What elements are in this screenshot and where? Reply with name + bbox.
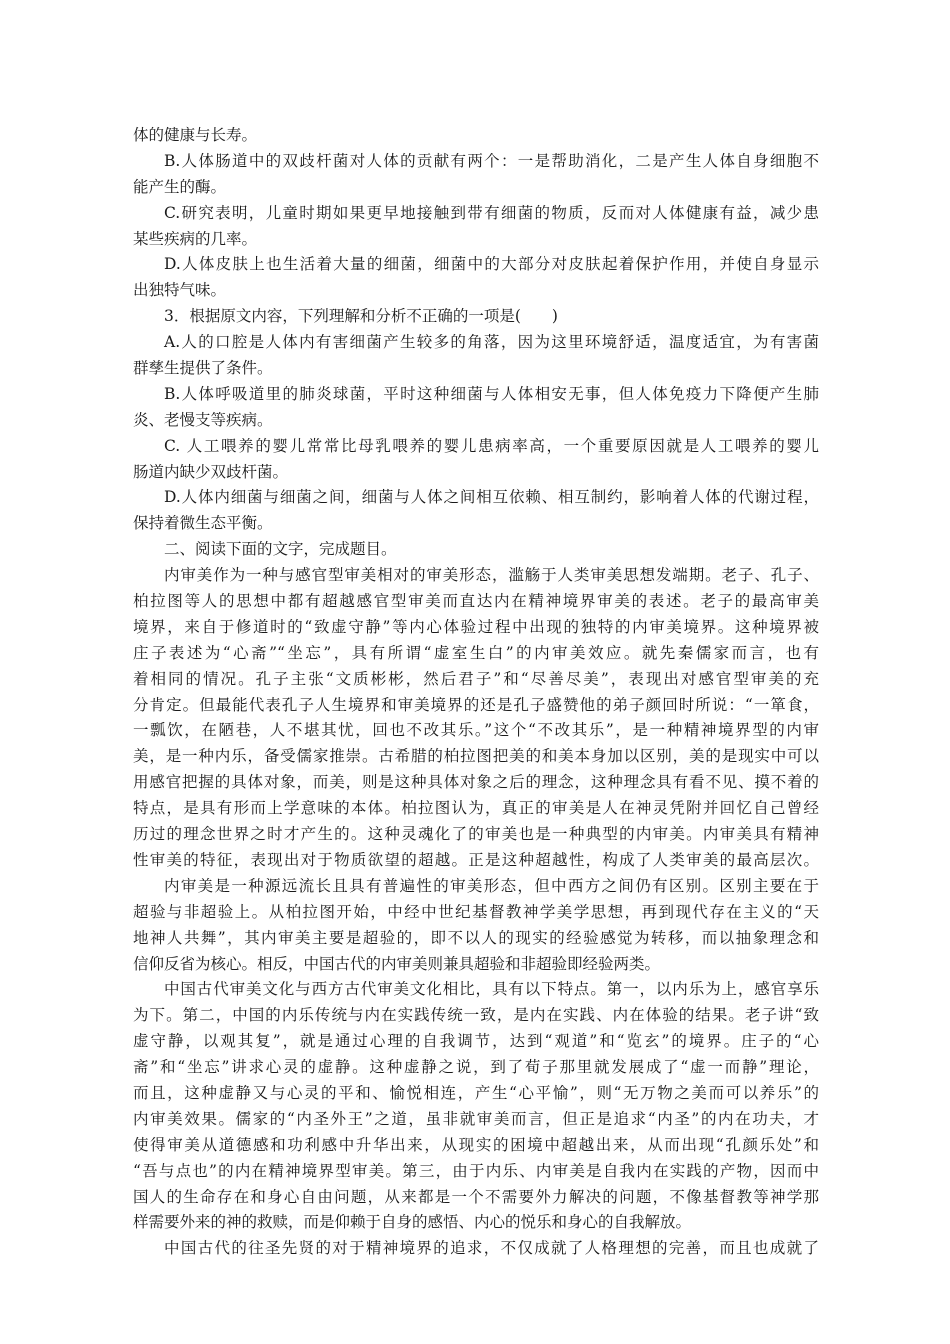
- text-line: 3．根据原文内容，下列理解和分析不正确的一项是( ): [164, 307, 558, 326]
- text-line: 内审美作为一种与感官型审美相对的审美形态，滥觞于人类审美思想发端期。老子、孔子、: [164, 566, 819, 585]
- text-line: 内审美效果。儒家的“内圣外王”之道，虽非就审美而言，但正是追求“内圣”的内在功夫，才: [133, 1109, 819, 1128]
- text-line: 用感官把握的具体对象，而美，则是这种具体对象之后的理念，这种理念具有看不见、摸不着的: [133, 773, 819, 792]
- text-line: 历过的理念世界之时才产生的。这种灵魂化了的审美也是一种典型的内审美。内审美具有精神: [133, 825, 819, 844]
- text-line: 斋”和“坐忘”讲求心灵的虚静。这种虚静之说，到了荀子那里就发展成了“虚一而静”理论，: [133, 1058, 819, 1077]
- text-line: 二、阅读下面的文字，完成题目。: [164, 540, 397, 559]
- text-line: 中国古代的往圣先贤的对于精神境界的追求，不仅成就了人格理想的完善，而且也成就了: [164, 1239, 819, 1258]
- text-line: 样需要外来的神的救赎，而是仰赖于自身的感悟、内心的悦乐和身心的自我解放。: [133, 1213, 692, 1232]
- text-line: 着相同的情况。孔子主张“文质彬彬，然后君子”和“尽善尽美”，表现出对感官型审美的充: [133, 669, 819, 688]
- text-line: 群孳生提供了条件。: [133, 359, 273, 378]
- text-line: B.人体肠道中的双歧杆菌对人体的贡献有两个：一是帮助消化，二是产生人体自身细胞不: [164, 151, 819, 170]
- text-line: 信仰反省为核心。相反，中国古代的内审美则兼具超验和非超验即经验两类。: [133, 954, 661, 973]
- text-line: A.人的口腔是人体内有害细菌产生较多的角落，因为这里环境舒适，温度适宜，为有害菌: [164, 333, 819, 352]
- text-line: 柏拉图等人的思想中都有超越感官型审美而直达内在精神境界审美的表述。老子的最高审美: [133, 592, 819, 611]
- text-line: 地神人共舞”，其内审美主要是超验的，即不以人的现实的经验感觉为转移，而以抽象理念和: [133, 928, 819, 947]
- text-line: C.研究表明，儿童时期如果更早地接触到带有细菌的物质，反而对人体健康有益，减少患: [164, 203, 819, 222]
- document-page: [133, 123, 819, 1262]
- text-line: 境界，来自于修道时的“致虚守静”等内心体验过程中出现的独特的内审美境界。这种境界被: [133, 617, 819, 636]
- text-line: 出独特气味。: [133, 281, 227, 300]
- text-line: 肠道内缺少双歧杆菌。: [133, 462, 289, 481]
- text-line: 内审美是一种源远流长且具有普遍性的审美形态，但中西方之间仍有区别。区别主要在于: [164, 876, 819, 895]
- text-line: 分肯定。但最能代表孔子人生境界和审美境界的还是孔子盛赞他的弟子颜回时所说：“一箪食，: [133, 695, 819, 714]
- text-line: D.人体内细菌与细菌之间，细菌与人体之间相互依赖、相互制约，影响着人体的代谢过程，: [164, 488, 819, 507]
- text-line: 某些疾病的几率。: [133, 229, 258, 248]
- text-line: 能产生的酶。: [133, 177, 227, 196]
- text-line: 体的健康与长寿。: [133, 126, 258, 144]
- text-line: 使得审美从道德感和功利感中升华出来，从现实的困境中超越出来，从而出现“孔颜乐处”和: [133, 1135, 819, 1154]
- text-line: 炎、老慢支等疾病。: [133, 410, 273, 429]
- text-line: B.人体呼吸道里的肺炎球菌，平时这种细菌与人体相安无事，但人体免疫力下降便产生肺: [164, 384, 819, 403]
- text-line: 庄子表述为“心斋”“坐忘”，具有所谓“虚室生白”的内审美效应。就先秦儒家而言，也有: [133, 643, 819, 662]
- text-line: 一瓢饮，在陋巷，人不堪其忧，回也不改其乐。”这个“不改其乐”，是一种精神境界型的内审: [133, 721, 819, 740]
- text-line: 国人的生命存在和身心自由问题，从来都是一个不需要外力解决的问题，不像基督教等神学那: [133, 1187, 819, 1206]
- text-line: 美，是一种内乐，备受儒家推崇。古希腊的柏拉图把美的和美本身加以区别，美的是现实中可以: [133, 747, 819, 766]
- text-line: 而且，这种虚静又与心灵的平和、愉悦相连，产生“心平愉”，则“无万物之美而可以养乐”的: [133, 1083, 819, 1102]
- text-line: C. 人工喂养的婴儿常常比母乳喂养的婴儿患病率高，一个重要原因就是人工喂养的婴儿: [164, 436, 819, 455]
- text-line: 虚守静，以观其复”，就是通过心理的自我调节，达到“观道”和“览玄”的境界。庄子的“心: [133, 1032, 819, 1051]
- text-line: 超验与非超验上。从柏拉图开始，中经中世纪基督教神学美学思想，再到现代存在主义的“天: [133, 902, 819, 921]
- text-line: D.人体皮肤上也生活着大量的细菌，细菌中的大部分对皮肤起着保护作用，并使自身显示: [164, 255, 819, 274]
- text-line: 保持着微生态平衡。: [133, 514, 273, 533]
- text-line: “吾与点也”的内在精神境界型审美。第三，由于内乐、内审美是自我内在实践的产物，因而中: [133, 1161, 819, 1180]
- text-line: 特点，是具有形而上学意味的本体。柏拉图认为，真正的审美是人在神灵凭附并回忆自己曾经: [133, 799, 819, 818]
- text-line: 中国古代审美文化与西方古代审美文化相比，具有以下特点。第一，以内乐为上，感官享乐: [164, 980, 819, 999]
- text-line: 性审美的特征，表现出对于物质欲望的超越。正是这种超越性，构成了人类审美的最高层次。: [133, 850, 819, 869]
- text-line: 为下。第二，中国的内乐传统与内在实践传统一致，是内在实践、内在体验的结果。老子讲“致: [133, 1006, 819, 1025]
